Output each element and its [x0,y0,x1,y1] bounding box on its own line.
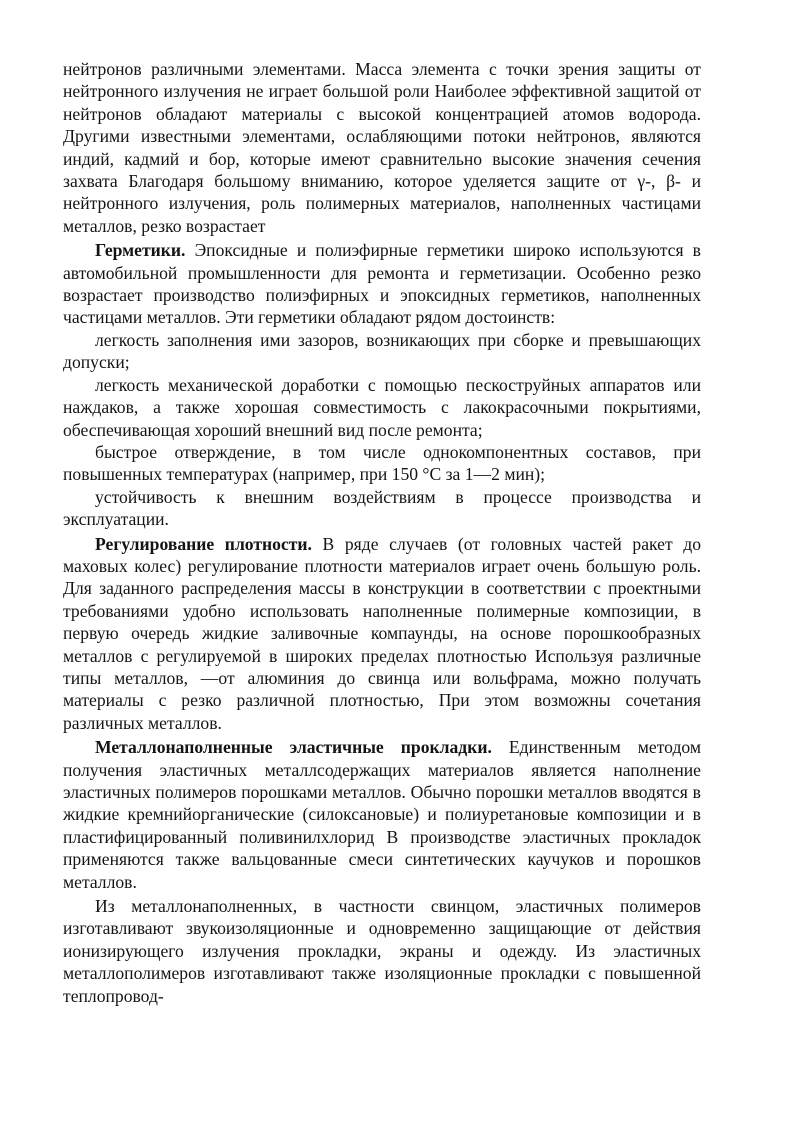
list-item-fast-curing: быстрое отверждение, в том числе однокомпонентных составов, при повышенных температурах (например, при 150 °С за 1—2 мин); [63,441,701,485]
sealants-text: Эпоксидные и полиэфирные герметики широко используются в автомобильной промышленности для ремонта и герметизации. Особенно резко возрастает производство полиэфирных и эпоксидных герметиков, наполненных частицами металлов. Эти герметики обладают рядом достоинств: [63,240,701,328]
list-item-resistance: устойчивость к внешним воздействиям в процессе производства и эксплуатации. [63,486,701,530]
paragraph-density-control [63,533,701,735]
list-item-gap-filling: легкость заполнения ими зазоров, возникающих при сборке и превышающих допуски; [63,329,701,373]
paragraph-elastic-gaskets [63,736,701,893]
text-column [63,58,701,1007]
paragraph-sealants [63,239,701,329]
heading-density-control: Регулирование плотности. [95,533,312,554]
elastic-gaskets-text: Единственным методом получения эластичных металлсодержащих материалов является наполнение эластичных полимеров порошками металлов. Обычно порошки металлов вводятся в жидкие кремнийорганические (силоксановые) и полиуретановые композиции и в пластифицированный поливинилхлорид В производстве эластичных прокладок применяются также вальцованные смеси синтетических каучуков и порошков металлов. [63,737,701,892]
heading-sealants: Герметики. [95,240,186,261]
list-item-machining: легкость механической доработки с помощью пескоструйных аппаратов или наждаков, а также хорошая совместимость с лакокрасочными покрытиями, обеспечивающая хороший внешний вид после ремонта; [63,374,701,440]
paragraph-applications: Из металлонаполненных, в частности свинцом, эластичных полимеров изготавливают звукоизоляционные и одновременно защищающие от действия ионизирующего излучения прокладки, экраны и одежду. Из эластичных металлополимеров изготавливают также изоляционные прокладки с повышенной теплопровод- [63,896,701,1006]
paragraph-neutron-shielding: нейтронов различными элементами. Масса элемента с точки зрения защиты от нейтронного излучения не играет большой роли Наиболее эффективной защитой от нейтронов обладают материалы с высокой концентрацией атомов водорода. Другими известными элементами, ослабляющими потоки нейтронов, являются индий, кадмий и бор, которые имеют сравнительно высокие значения сечения захвата Благодаря большому вниманию, которое уделяется защите от γ-, β- и нейтронного излучения, роль полимерных материалов, наполненных частицами металлов, резко возрастает [63,59,701,236]
density-control-text: В ряде случаев (от головных частей ракет до маховых колес) регулирование плотности материалов играет очень большую роль. Для заданного распределения массы в конструкции в соответствии с проектными требованиями удобно использовать наполненные полимерные композиции, в первую очередь жидкие заливочные компаунды, на основе порошкообразных металлов с регулируемой в широких пределах плотностью Используя различные типы металлов, —от алюминия до свинца или вольфрама, можно получать материалы с резко различной плотностью, При этом возможны сочетания различных металлов. [63,533,701,733]
heading-elastic-gaskets: Металлонаполненные эластичные прокладки. [95,737,492,758]
